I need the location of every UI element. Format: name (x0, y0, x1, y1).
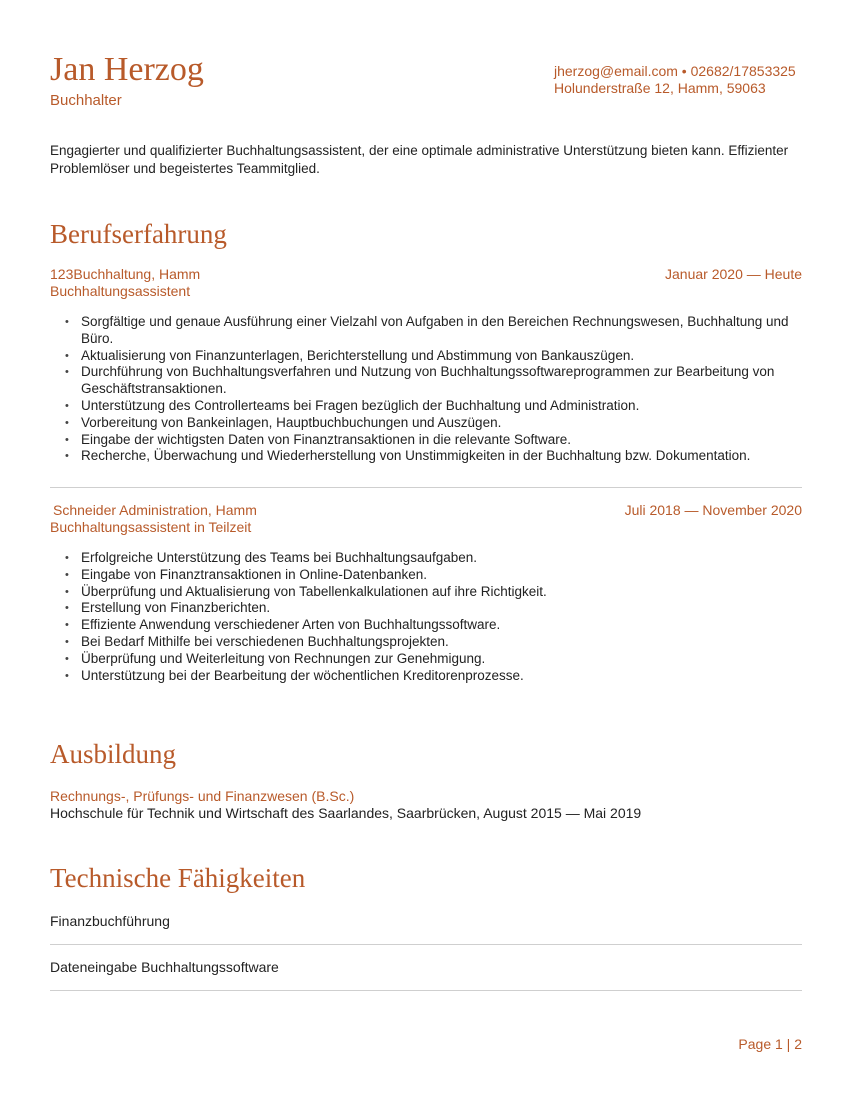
list-item: • Effiziente Anwendung verschiedener Arten von Buchhaltungssoftware. (63, 617, 803, 634)
job-dates: Juli 2018 — November 2020 (624, 502, 802, 518)
job-company: 123Buchhaltung, Hamm (50, 266, 201, 282)
list-item: • Vorbereitung von Bankeinlagen, Hauptbuchbuchungen und Auszügen. (63, 415, 803, 432)
education-degree: Rechnungs-, Prüfungs- und Finanzwesen (B.Sc.) (50, 788, 355, 804)
job-company: Schneider Administration, Hamm (53, 502, 257, 518)
contact-info (554, 63, 796, 97)
job-role: Buchhaltungsassistent (50, 283, 191, 299)
education-heading: Ausbildung (50, 739, 177, 769)
job-entry (50, 502, 802, 692)
list-item: • Durchführung von Buchhaltungsverfahren und Nutzung von Buchhaltungssoftwareprogrammen zur Bearbeitung von Geschäftstransaktionen. (63, 364, 803, 398)
list-item: • Erfolgreiche Unterstützung des Teams bei Buchhaltungsaufgaben. (63, 550, 803, 567)
list-item: • Sorgfältige und genaue Ausführung einer Vielzahl von Aufgaben in den Bereichen Rechnungswesen, Buchhaltung und Büro. (63, 314, 803, 348)
skill-divider (50, 990, 802, 991)
list-item: • Recherche, Überwachung und Wiederherstellung von Unstimmigkeiten in der Buchhaltung bzw. Dokumentation. (63, 448, 803, 465)
resume-header (50, 50, 802, 120)
list-item: • Aktualisierung von Finanzunterlagen, Berichterstellung und Abstimmung von Bankauszügen. (63, 348, 803, 365)
list-item: • Unterstützung bei der Bearbeitung der wöchentlichen Kreditorenprozesse. (63, 668, 803, 685)
contact-address: Holunderstraße 12, Hamm, 59063 (554, 80, 766, 96)
skill-item: Finanzbuchführung (50, 913, 170, 929)
list-item: • Überprüfung und Aktualisierung von Tabellenkalkulationen auf ihre Richtigkeit. (63, 584, 803, 601)
list-item: • Eingabe von Finanztransaktionen in Online-Datenbanken. (63, 567, 803, 584)
skill-item: Dateneingabe Buchhaltungssoftware (50, 959, 279, 975)
list-item: • Erstellung von Finanzberichten. (63, 600, 803, 617)
list-item: • Überprüfung und Weiterleitung von Rechnungen zur Genehmigung. (63, 651, 803, 668)
candidate-title: Buchhalter (50, 92, 122, 109)
section-divider (50, 487, 802, 488)
skills-heading: Technische Fähigkeiten (50, 863, 306, 893)
list-item: • Eingabe der wichtigsten Daten von Finanztransaktionen in die relevante Software. (63, 432, 803, 449)
job-dates: Januar 2020 — Heute (665, 266, 802, 282)
job-role: Buchhaltungsassistent in Teilzeit (50, 519, 252, 535)
list-item: • Bei Bedarf Mithilfe bei verschiedenen Buchhaltungsprojekten. (63, 634, 803, 651)
education-school: Hochschule für Technik und Wirtschaft des Saarlandes, Saarbrücken, August 2015 — Mai 2019 (50, 805, 642, 821)
experience-heading: Berufserfahrung (50, 219, 227, 249)
profile-summary: Engagierter und qualifizierter Buchhaltungsassistent, der eine optimale administrative Unterstützung bieten kann. Effizienter Problemlöser und begeistertes Teammitglied. (50, 143, 789, 176)
candidate-name: Jan Herzog (50, 51, 204, 88)
page-number: Page 1 | 2 (738, 1036, 802, 1052)
contact-email-phone: jherzog@email.com • 02682/17853325 (554, 63, 796, 79)
list-item: • Unterstützung des Controllerteams bei Fragen bezüglich der Buchhaltung und Administration. (63, 398, 803, 415)
job-responsibilities (63, 314, 803, 465)
skill-divider (50, 944, 802, 945)
job-entry (50, 266, 802, 466)
job-responsibilities (63, 550, 803, 684)
